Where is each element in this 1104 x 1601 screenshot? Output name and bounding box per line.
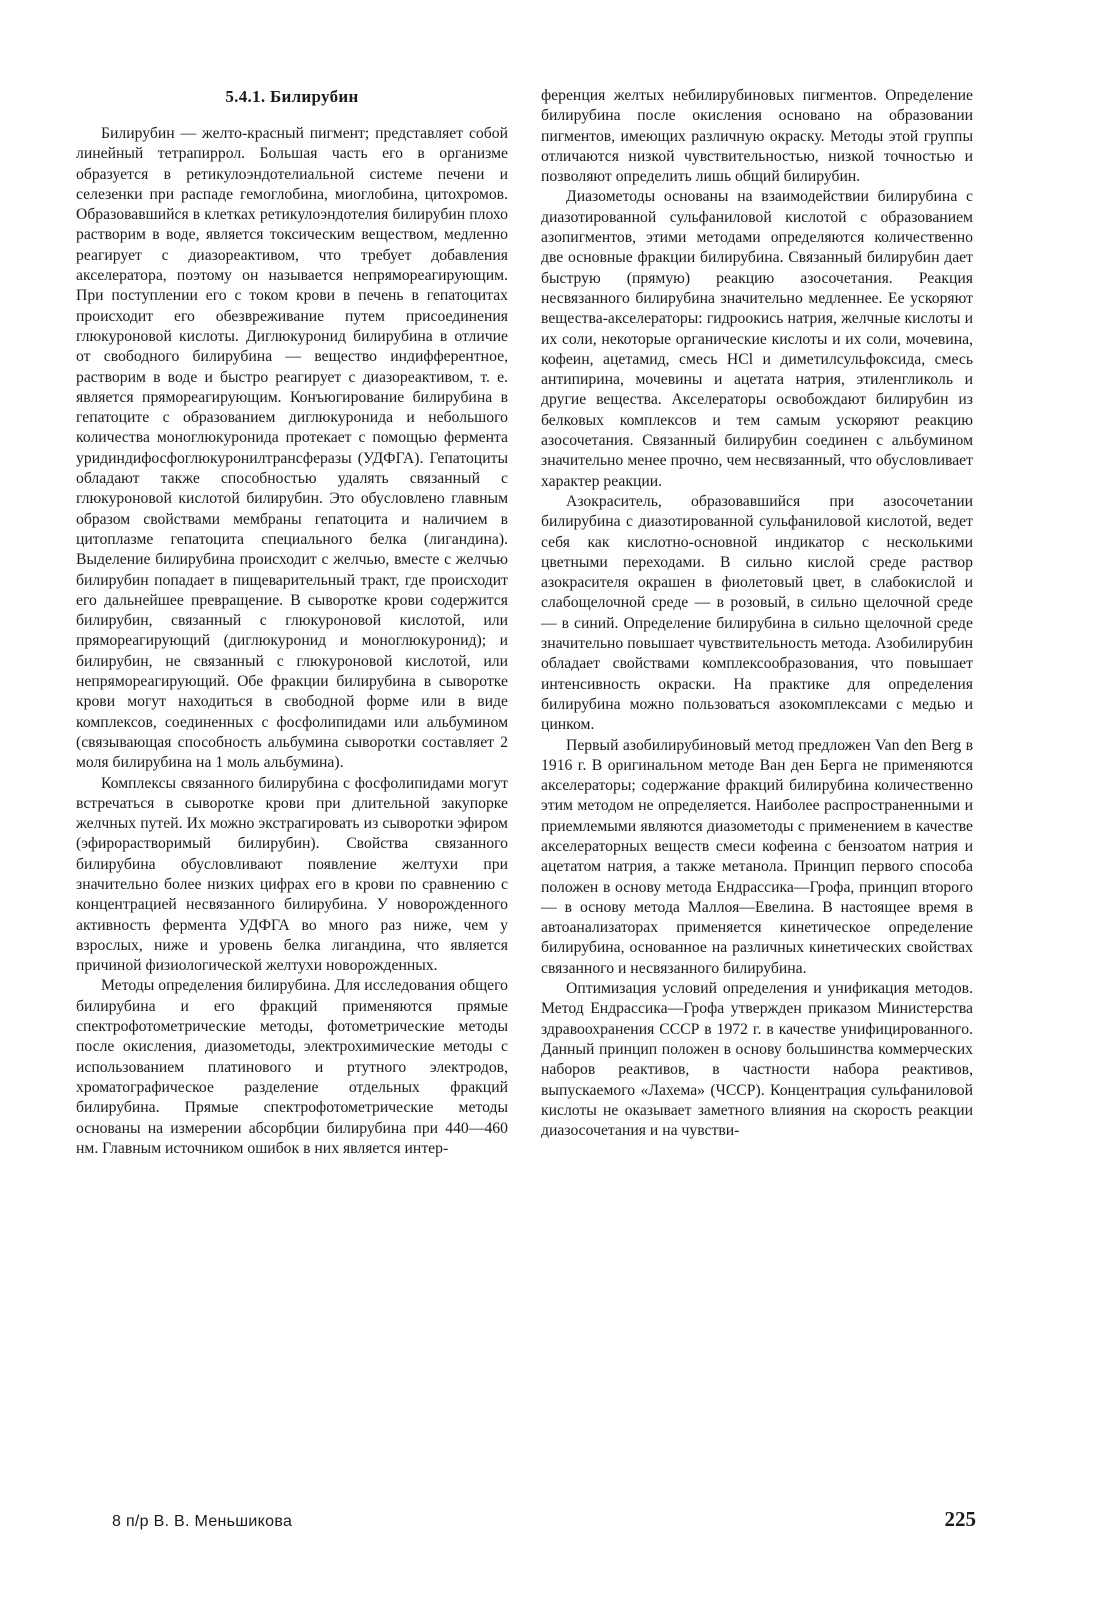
paragraph: Азокраситель, образовавшийся при азосочетании билирубина с диазотированной сульфаниловой кислотой, ведет себя как кислотно-основной индикатор с несколькими цветными переходами. В сильно кислой среде раствор азокрасителя окрашен в фиолетовый цвет, в слабокислой и слабощелочной среде — в розовый, в сильно щелочной среде — в синий. Определение билирубина в сильно щелочной среде значительно повышает чувствительность метода. Азобилирубин обладает свойствами комплексообразования, что повышает интенсивность окраски. На практике для определения билирубина можно пользоваться азокомплексами с медью и цинком. (541, 492, 973, 734)
paragraph: Билирубин — желто-красный пигмент; представляет собой линейный тетрапиррол. Большая часть его в организме образуется в ретикулоэндотелиальной системе печени и селезенки при распаде гемоглобина, миоглобина, цитохромов. Образовавшийся в клетках ретикулоэндотелия билирубин плохо растворим в воде, является токсическим веществом, медленно реагирует с диазореактивом, что требует добавления акселератора, поэтому он называется непрямореагирующим. При поступлении его с током крови в печень в гепатоцитах происходит его обезвреживание путем присоединения глюкуроновой кислоты. Диглюкуронид билирубина в отличие от свободного билирубина — вещество индифферентное, растворим в воде и быстро реагирует с диазореактивом, т. е. является прямореагирующим. Конъюгирование билирубина в гепатоците с образованием диглюкуронида и небольшого количества моноглюкуронида протекает с помощью фермента уридиндифосфоглюкуронилтрансферазы (УДФГА). Гепатоциты обладают также способностью удалять связанный с глюкуроновой кислотой билирубин. Это обусловлено главным образом свойствами мембраны гепатоцита и наличием в цитоплазме гепатоцита специального белка (лигандина). Выделение билирубина происходит с желчью, вместе с желчью билирубин попадает в пищеварительный тракт, где происходит его дальнейшее превращение. В сыворотке крови содержится билирубин, связанный с глюкуроновой кислотой, или прямореагирующий (диглюкуронид и моноглюкуронид); и билирубин, не связанный с глюкуроновой кислотой, или непрямореагирующий. Обе фракции билирубина в сыворотке крови могут находиться в свободной форме или в виде комплексов, соединенных с фосфолипидами или альбумином (связывающая способность альбумина сыворотки составляет 2 моля билирубина на 1 моль альбумина). (76, 125, 508, 772)
left-column (76, 86, 508, 1159)
section-heading: 5.4.1. Билирубин (225, 87, 359, 106)
paragraph: Оптимизация условий определения и унификация методов. Метод Ендрассика—Грофа утвержден приказом Министерства здравоохранения СССР в 1972 г. в качестве унифицированного. Данный принцип положен в основу большинства коммерческих наборов реактивов, в частности набора реактивов, выпускаемого «Лахема» (ЧССР). Концентрация сульфаниловой кислоты не оказывает заметного влияния на скорость реакции диазосочетания и на чувстви- (541, 980, 973, 1140)
paragraph: Диазометоды основаны на взаимодействии билирубина с диазотированной сульфаниловой кислотой с образованием азопигментов, этими методами определяются количественно две основные фракции билирубина. Связанный билирубин дает быструю (прямую) реакцию азосочетания. Реакция несвязанного билирубина значительно медленнее. Ее ускоряют вещества-акселераторы: гидроокись натрия, желчные кислоты и их соли, некоторые органические кислоты и их соли, мочевина, кофеин, ацетамид, смесь HCl и диметилсульфоксида, смесь антипирина, мочевины и ацетата натрия, этиленгликоль и другие вещества. Акселераторы освобождают билирубин из белковых комплексов и тем самым ускоряют реакцию азосочетания. Связанный билирубин соединен с альбумином значительно менее прочно, чем несвязанный, что обусловливает характер реакции. (541, 188, 973, 490)
page-number: 225 (944, 1507, 976, 1531)
paragraph: Методы определения билирубина. Для исследования общего билирубина и его фракций применяются прямые спектрофотометрические методы, фотометрические методы после окисления, диазометоды, электрохимические методы с использованием платинового и ртутного электродов, хроматографическое разделение отдельных фракций билирубина. Прямые спектрофотометрические методы основаны на измерении абсорбции билирубина при 440—460 нм. Главным источником ошибок в них является интер- (76, 977, 508, 1157)
right-column (541, 86, 973, 1141)
signature-mark: 8 п/р В. В. Меньшикова (112, 1513, 293, 1530)
paragraph-continued: ференция желтых небилирубиновых пигментов. Определение билирубина после окисления основано на образовании пигментов, имеющих различную окраску. Методы этой группы отличаются низкой чувствительностью, низкой точностью и позволяют определить лишь общий билирубин. (541, 87, 973, 186)
paragraph: Комплексы связанного билирубина с фосфолипидами могут встречаться в сыворотке крови при длительной закупорке желчных путей. Их можно экстрагировать из сыворотки эфиром (эфирорастворимый билирубин). Свойства связанного билирубина обусловливают появление желтухи при значительно более низких цифрах его в крови по сравнению с концентрацией несвязанного билирубина. У новорожденного активность фермента УДФГА во много раз ниже, чем у взрослых, ниже и уровень белка лигандина, что является причиной физиологической желтухи новорожденных. (76, 774, 508, 975)
paragraph: Первый азобилирубиновый метод предложен Van den Berg в 1916 г. В оригинальном методе Ван ден Берга не применяются акселераторы; содержание фракций билирубина количественно этим методом не определяется. Наиболее распространенными и приемлемыми являются диазометоды с применением в качестве акселераторных веществ смеси кофеина с бензоатом натрия и ацетатом натрия, а также метанола. Принцип первого способа положен в основу метода Ендрассика—Грофа, принцип второго — в основу метода Маллоя—Евелина. В настоящее время в автоанализаторах применяется кинетическое определение билирубина, основанное на различных кинетических свойствах связанного и несвязанного билирубина. (541, 736, 973, 977)
